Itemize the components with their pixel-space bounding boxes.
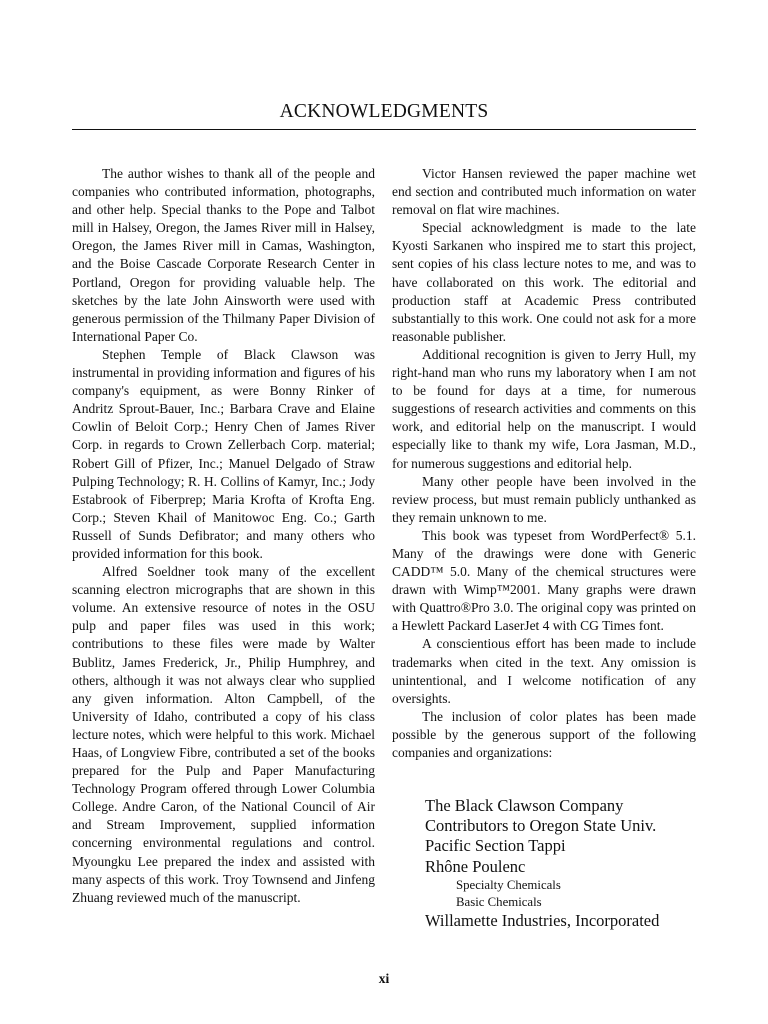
paragraph-stephen-temple: Stephen Temple of Black Clawson was instrumental in providing information and figures of his company's equipment, as were Bonny Rinker of Andritz Sprout-Bauer, Inc.; Barbara Crave and Elaine Cowlin of Beloit Corp.; Henry Chen of James River Corp. in regards to Crown Zellerbach Corp. material; Robert Gill of Pfizer, Inc.; Manuel Delgado of Straw Pulping Technology; R. H. Collins of Kamyr, Inc.; Jody Estabrook of Fiberprep; Maria Krofta of Krofta Eng. Corp.; Steven Khail of Manitowoc Eng. Co.; Garth Russell of Sunds Defibrator; and many others who provided information for this book. bbox=[72, 346, 375, 561]
paragraph-trademarks: A conscientious effort has been made to include trademarks when cited in the text. Any omission is unintentional, and I welcome notification of any oversights. bbox=[392, 636, 696, 706]
title-rule bbox=[72, 129, 696, 130]
paragraph-alfred-soeldner: Alfred Soeldner took many of the excellent scanning electron micrographs that are shown in this volume. An extensive resource of notes in the OSU pulp and paper files was used in this work; contributions to these files were made by Walter Bublitz, James Frederick, Jr., Philip Humphrey, and others, although it was not always clear who supplied any given information. Alton Campbell, of the University of Idaho, contributed a copy of his class lecture notes, which were helpful to this work. Michael Haas, of Longview Fibre, contributed a set of the books prepared for the Pulp and Paper Manufacturing Technology Program offered through Lower Columbia College. Andre Caron, of the National Council of Air and Stream Improvement, supplied information concerning environmental regulations and control. Myoungku Lee prepared the index and assisted with many aspects of this work. Troy Townsend and Jinfeng Zhuang reviewed much of the manuscript. bbox=[72, 564, 375, 905]
sponsor-list bbox=[425, 796, 705, 931]
paragraph-typesetting: This book was typeset from WordPerfect® 5.1. Many of the drawings were done with Generic CADD™ 5.0. Many of the chemical structures were drawn with Wimp™2001. Many graphs were drawn with Quattro®Pro 3.0. The original copy was printed on a Hewlett Packard LaserJet 4 with CG Times font. bbox=[392, 527, 696, 634]
paragraph-kyosti-sarkanen: Special acknowledgment is made to the late Kyosti Sarkanen who inspired me to start this project, sent copies of his class lecture notes to me, and was to have collaborated on this work. The editorial and production staff at Academic Press contributed substantially to this work. One could not ask for a more reasonable publisher. bbox=[392, 220, 696, 344]
sponsor-rhone-poulenc: Rhône Poulenc bbox=[425, 856, 526, 876]
paragraph-victor-hansen: Victor Hansen reviewed the paper machine wet end section and contributed much information on water removal on flat wire machines. bbox=[392, 166, 696, 218]
paragraph-jerry-hull: Additional recognition is given to Jerry Hull, my right-hand man who runs my laboratory when I am not to be found for days at a time, for numerous suggestions of research activities and comments on this work, and editorial help on the manuscript. I would especially like to thank my wife, Lora Jasman, M.D., for numerous suggestions and editorial help. bbox=[392, 346, 696, 471]
sponsor-specialty-chemicals: Specialty Chemicals bbox=[456, 877, 561, 892]
sponsor-pacific-section: Pacific Section Tappi bbox=[425, 836, 566, 856]
paragraph-color-plates: The inclusion of color plates has been made possible by the generous support of the following companies and organizations: bbox=[392, 708, 696, 760]
right-column bbox=[392, 165, 696, 762]
page-number: xi bbox=[378, 971, 390, 986]
page-title: ACKNOWLEDGMENTS bbox=[279, 101, 489, 122]
sponsor-black-clawson: The Black Clawson Company bbox=[425, 796, 624, 815]
paragraph-author-thanks: The author wishes to thank all of the people and companies who contributed information, photographs, and other help. Special thanks to the Pope and Talbot mill in Halsey, Oregon, the James River mill in Halsey, Oregon, the James River mill in Camas, Washington, and the Boise Cascade Corporate Research Center in Portland, Oregon for providing valuable help. The sketches by the late John Ainsworth were used with generous permission of the Thilmany Paper Division of International Paper Co. bbox=[72, 166, 375, 344]
sponsor-willamette: Willamette Industries, Incorporated bbox=[425, 910, 660, 930]
sponsor-contributors-osu: Contributors to Oregon State Univ. bbox=[425, 816, 657, 836]
paragraph-review-process: Many other people have been involved in the review process, but must remain publicly unthanked as they remain unknown to me. bbox=[392, 473, 696, 525]
sponsor-basic-chemicals: Basic Chemicals bbox=[456, 894, 542, 909]
left-column bbox=[72, 165, 375, 907]
